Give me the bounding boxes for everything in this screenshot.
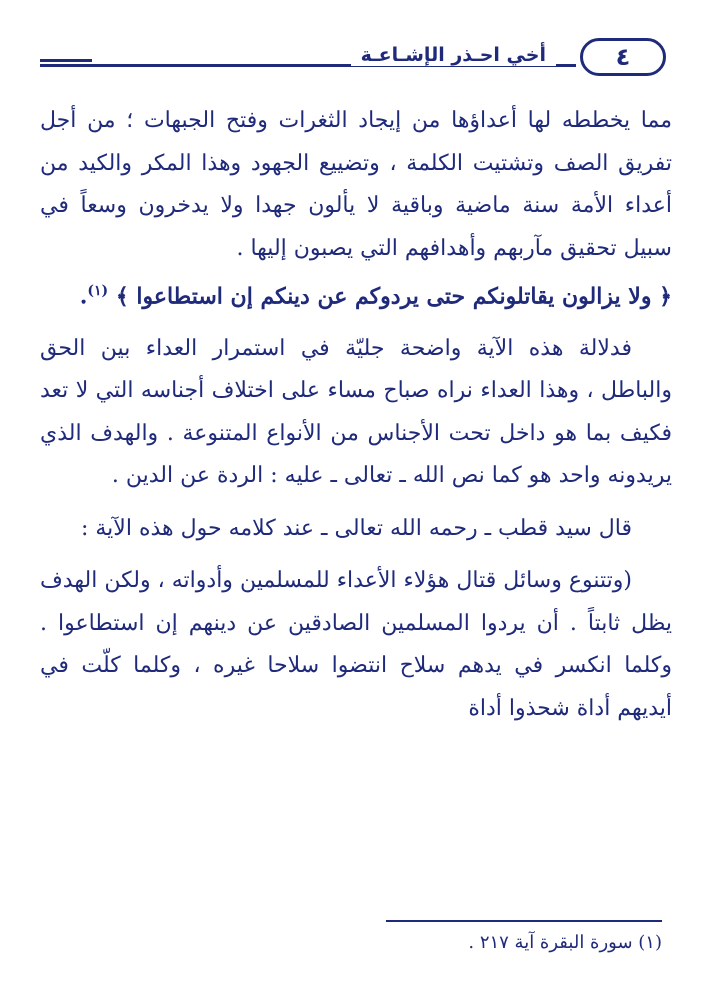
footnote: (١) سورة البقرة آية ٢١٧ .	[468, 932, 662, 953]
quran-verse	[40, 270, 672, 318]
footnote-marker: (١)	[87, 283, 109, 299]
footnote-rule	[386, 920, 662, 922]
header-rule-short	[40, 59, 92, 62]
paragraph-4-quote: (وتتنوع وسائل قتال هؤلاء الأعداء للمسلمين وأدواته ، ولكن الهدف يظل ثابتاً . أن يردوا المسلمين الصادقين عن دينهم إن استطاعوا . وكلما انكسر في يدهم سلاح انتضوا سلاحا غيره ، وكلما كلّت في أيديهم أداة شحذوا أداة	[40, 568, 672, 721]
page-header	[40, 38, 666, 82]
paragraph-1: مما يخططه لها أعداؤها من إيجاد الثغرات وفتح الجبهات ؛ من أجل تفريق الصف وتشتيت الكلمة ، وتضييع الجهود وهذا المكر والكيد من أعداء الأمة سنة ماضية وباقية لا يألون جهدا ولا يدخرون وسعاً في سبيل تحقيق مآربهم وأهدافهم التي يصبون إليها .	[40, 108, 672, 261]
paragraph-2: فدلالة هذه الآية واضحة جليّة في استمرار العداء بين الحق والباطل ، وهذا العداء نراه صباح مساء على اختلاف أجناسه التي لا تعد فكيف بما هو داخل تحت الأجناس من الأنواع المتنوعة . والهدف الذي يريدونه واحد هو كما نص الله ـ تعالى ـ عليه : الردة عن الدين .	[40, 335, 672, 489]
page-number: ٤	[580, 38, 666, 76]
page-body	[40, 100, 672, 730]
header-title: أخي احـذر الإشـاعـة	[351, 44, 556, 66]
paragraph-3: قال سيد قطب ـ رحمه الله تعالى ـ عند كلامه حول هذه الآية :	[80, 515, 632, 541]
verse-text: ﴿ ولا يزالون يقاتلونكم حتى يردوكم عن دينكم إن استطاعوا ﴾	[115, 283, 672, 310]
verse-end: .	[79, 283, 88, 310]
